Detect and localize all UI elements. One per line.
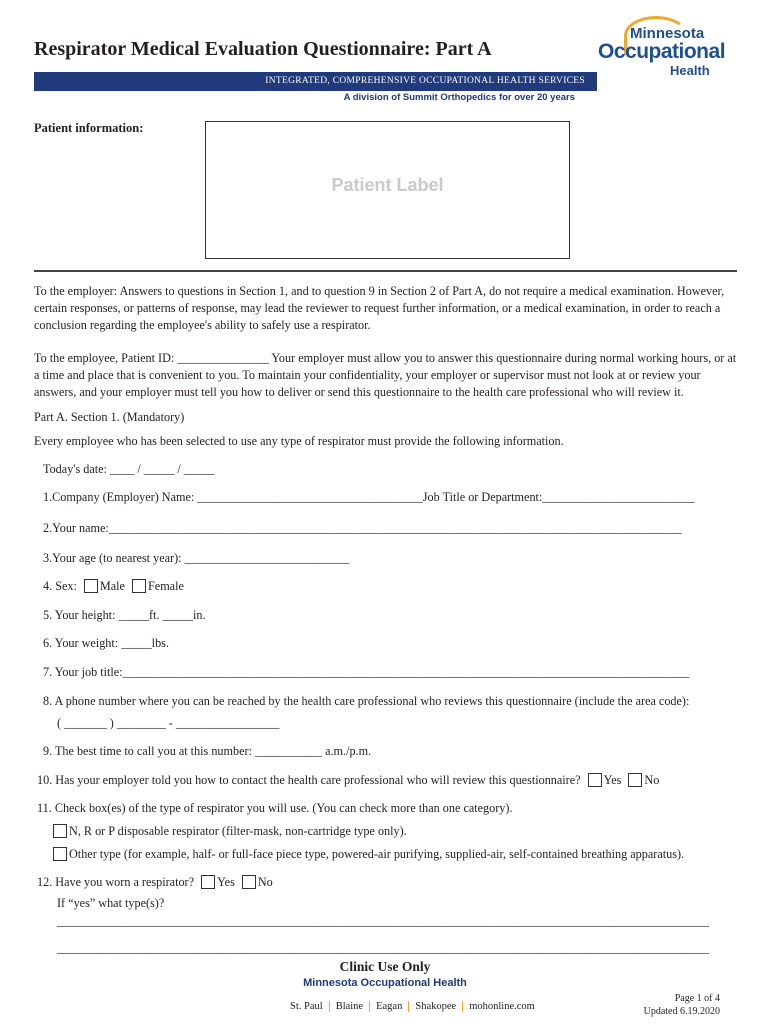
logo-line-1: Minnesota <box>630 25 705 42</box>
weight-field[interactable]: 6. Your weight: _____lbs. <box>43 636 169 650</box>
section-instruction: Every employee who has been selected to use any type of respirator must provide the following information. <box>34 434 564 448</box>
logo-line-3: Health <box>670 63 710 78</box>
patient-label-box[interactable] <box>205 121 570 259</box>
sex-label: 4. Sex: <box>43 579 77 593</box>
header-banner: INTEGRATED, COMPREHENSIVE OCCUPATIONAL HEALTH SERVICES <box>34 72 597 91</box>
name-field[interactable]: 2.Your name:______________________________________________________________________________________________ <box>43 521 682 535</box>
female-label: Female <box>148 579 184 593</box>
division-tagline: A division of Summit Orthopedics for over 20 years <box>343 92 575 103</box>
male-checkbox[interactable] <box>84 579 98 593</box>
phone-field[interactable]: ( _______ ) ________ - _________________ <box>57 716 280 730</box>
respirator-type-line-1[interactable]: ___________________________________________________________________________________________________________ <box>57 914 710 928</box>
location-blaine: Blaine <box>329 1001 369 1012</box>
male-label: Male <box>99 579 125 593</box>
call-time-field[interactable]: 9. The best time to call you at this number: ___________ a.m./p.m. <box>43 744 372 758</box>
contact-question <box>37 773 659 788</box>
sex-question <box>43 579 184 594</box>
minnesota-occupational-health-logo <box>596 14 726 76</box>
respirator-option-disposable <box>53 824 407 839</box>
disposable-checkbox[interactable] <box>53 824 67 838</box>
respirator-type-line-2[interactable]: ___________________________________________________________________________________________________________ <box>57 941 710 955</box>
worn-yes-checkbox[interactable] <box>201 875 215 889</box>
contact-yes-checkbox[interactable] <box>588 773 602 787</box>
job-title-field[interactable]: 7. Your job title:_____________________________________________________________________________________________ <box>43 665 690 679</box>
disposable-label: N, R or P disposable respirator (filter-mask, non-cartridge type only). <box>69 824 407 838</box>
website-link[interactable]: mohonline.com <box>462 1001 541 1012</box>
employee-note: To the employee, Patient ID: _______________ Your employer must allow you to answer this questionnaire during normal working hours, or at a time and place that is convenient to you. To maintain your confidentiality, your employer or supervisor must not look at or review your answers, and your employer must tell you how to deliver or send this questionnaire to the health care professional who will review it. <box>34 351 737 399</box>
employer-note: To the employer: Answers to questions in Section 1, and to question 9 in Section 2 of Part A, do not require a medical examination. However, certain responses, or patterns of response, may lead the reviewer to request further information, or a medical examination, in order to reach a conclusion regarding the employee's ability to safely use a respirator. <box>34 284 725 332</box>
location-eagan: Eagan <box>369 1001 408 1012</box>
location-st-paul: St. Paul <box>290 1001 323 1012</box>
clinic-use-heading: Clinic Use Only <box>339 959 431 974</box>
logo-line-2: Occupational <box>598 40 726 63</box>
contact-yes-label: Yes <box>603 773 622 787</box>
contact-no-label: No <box>644 773 660 787</box>
patient-info-label: Patient information: <box>34 121 144 135</box>
location-shakopee: Shakopee <box>408 1001 462 1012</box>
worn-question-text: 12. Have you worn a respirator? <box>37 875 195 889</box>
page-number: Page 1 of 4 <box>674 993 720 1004</box>
female-checkbox[interactable] <box>132 579 146 593</box>
other-type-checkbox[interactable] <box>53 847 67 861</box>
patient-label-placeholder: Patient Label <box>331 175 444 195</box>
footer-org-name: Minnesota Occupational Health <box>303 977 467 989</box>
section-divider <box>34 270 737 272</box>
contact-no-checkbox[interactable] <box>628 773 642 787</box>
worn-respirator-question <box>37 875 273 890</box>
height-field[interactable]: 5. Your height: _____ft. _____in. <box>43 608 206 622</box>
phone-question: 8. A phone number where you can be reached by the health care professional who reviews this questionnaire (include the area code): <box>43 694 690 708</box>
worn-no-checkbox[interactable] <box>242 875 256 889</box>
respirator-type-question: 11. Check box(es) of the type of respirator you will use. (You can check more than one category). <box>37 801 513 815</box>
section-heading: Part A. Section 1. (Mandatory) <box>34 410 185 424</box>
document-title: Respirator Medical Evaluation Questionnaire: Part A <box>34 38 492 60</box>
other-type-label: Other type (for example, half- or full-face piece type, powered-air purifying, supplied-air, self-contained breathing apparatus). <box>69 847 685 861</box>
worn-no-label: No <box>257 875 273 889</box>
worn-followup: If “yes” what type(s)? <box>57 896 165 910</box>
page-info <box>610 992 720 1018</box>
age-field[interactable]: 3.Your age (to nearest year): ___________________________ <box>43 551 350 565</box>
updated-date: Updated 6.19.2020 <box>643 1006 720 1017</box>
footer-locations <box>284 1001 541 1012</box>
respirator-option-other <box>53 847 684 862</box>
worn-yes-label: Yes <box>217 875 235 889</box>
contact-question-text: 10. Has your employer told you how to contact the health care professional who will review this questionnaire? <box>37 773 581 787</box>
company-field[interactable]: 1.Company (Employer) Name: _____________________________________Job Title or Department:_________________________ <box>43 490 695 504</box>
todays-date-field[interactable]: Today's date: ____ / _____ / _____ <box>43 462 215 476</box>
